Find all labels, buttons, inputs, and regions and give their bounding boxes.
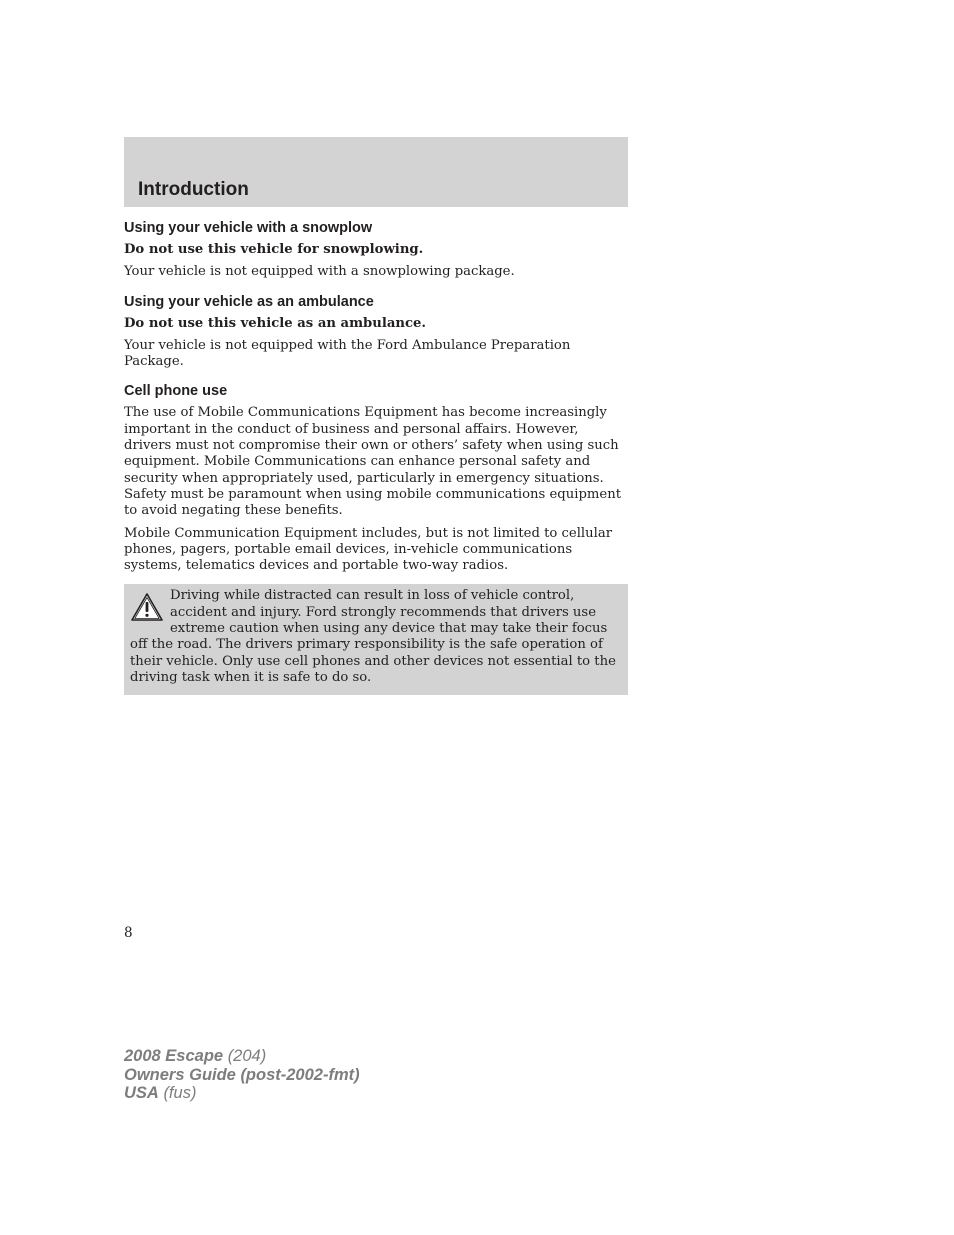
- snowplow-heading: Using your vehicle with a snowplow: [124, 220, 373, 236]
- cellphone-paragraph-2: Mobile Communication Equipment includes, but is not limited to cellular phones, pagers, portable email devices, in-vehicle communications systems, telematics devices and portable two-way radios.: [124, 525, 613, 574]
- snowplow-section: [124, 219, 628, 281]
- cellphone-section: [124, 382, 628, 695]
- warning-box: [124, 584, 628, 695]
- ambulance-section: [124, 293, 628, 371]
- footer-guide: Owners Guide (post-2002-fmt): [124, 1065, 360, 1084]
- page-number: 8: [124, 925, 133, 941]
- document-footer: [124, 1047, 360, 1103]
- snowplow-body-text: Your vehicle is not equipped with a snowplowing package.: [124, 264, 515, 280]
- ambulance-body-text: Your vehicle is not equipped with the Ford Ambulance Preparation Package.: [124, 337, 571, 370]
- ambulance-warning-text: Do not use this vehicle as an ambulance.: [124, 315, 427, 331]
- footer-model: 2008 Escape: [124, 1047, 224, 1065]
- footer-line-guide: [124, 1066, 360, 1085]
- ambulance-heading: Using your vehicle as an ambulance: [124, 293, 374, 310]
- footer-line-market: [124, 1084, 360, 1103]
- cellphone-paragraph-1: The use of Mobile Communications Equipment has become increasingly important in the conduct of business and personal affairs. However, drivers must not compromise their own or others’ safety when using such equipment. Mobile Communications can enhance personal safety and security when appropriately used, particularly in emergency situations. Safety must be paramount when using mobile communications equipment to avoid negating these benefits.: [124, 405, 622, 519]
- footer-market: USA: [124, 1084, 159, 1102]
- warning-triangle-icon: [130, 592, 164, 622]
- section-header-band: [124, 137, 628, 207]
- warning-text: Driving while distracted can result in loss of vehicle control, accident and injury. Ford strongly recommends that drivers use extreme caution when using any device that may take their focus off the road. The drivers primary responsibility is the safe operation of their vehicle. Only use cell phones and other devices not essential to the driving task when it is safe to do so.: [130, 588, 616, 685]
- page-title: Introduction: [138, 179, 249, 200]
- cellphone-heading: Cell phone use: [124, 383, 228, 400]
- snowplow-warning-text: Do not use this vehicle for snowplowing.: [124, 242, 424, 257]
- main-content: [124, 219, 628, 695]
- footer-market-code: (fus): [163, 1084, 197, 1102]
- footer-model-code: (204): [227, 1047, 267, 1065]
- footer-line-model: [124, 1047, 360, 1066]
